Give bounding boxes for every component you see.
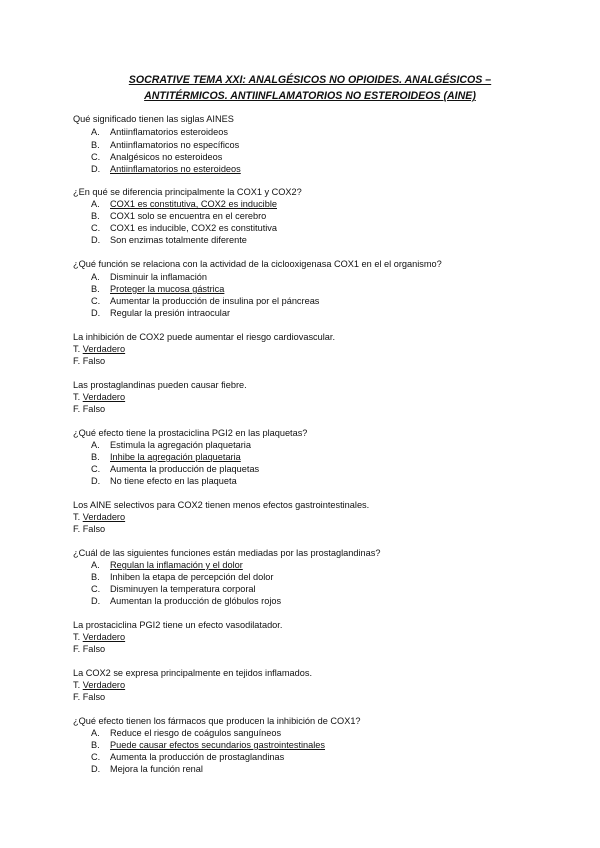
correct-answer: Verdadero [82,392,126,402]
correct-answer: Verdadero [82,680,126,690]
question-2: ¿En qué se diferencia principalmente la COX1 y COX2? [73,187,302,197]
correct-answer: COX1 es constitutiva, COX2 es inducible [110,199,277,209]
q10-true: T. Verdadero [73,680,126,690]
correct-answer: Verdadero [82,632,126,642]
question-1: Qué significado tienen las siglas AINES [73,114,234,124]
correct-answer: Verdadero [82,512,126,522]
correct-answer: Antiinflamatorios no esteroideos [110,164,241,174]
correct-answer: Verdadero [82,344,126,354]
q9-true: T. Verdadero [73,632,126,642]
q7-false: F. Falso [73,524,106,534]
q7-true: T. Verdadero [73,512,126,522]
correct-answer: Proteger la mucosa gástrica [110,284,225,294]
q5-true: T. Verdadero [73,392,126,402]
question-5: Las prostaglandinas pueden causar fiebre. [73,380,247,390]
correct-answer: Regulan la inflamación y el dolor [110,560,243,570]
question-7: Los AINE selectivos para COX2 tienen menos efectos gastrointestinales. [73,500,370,510]
question-11: ¿Qué efecto tienen los fármacos que producen la inhibición de COX1? [73,716,361,726]
correct-answer: Puede causar efectos secundarios gastrointestinales [110,740,326,750]
document-title-line-2: ANTITÉRMICOS. ANTIINFLAMATORIOS NO ESTEROIDEOS (AINE) [144,90,476,102]
document-title-line-1: SOCRATIVE TEMA XXI: ANALGÉSICOS NO OPIOIDES. ANALGÉSICOS – [128,74,492,86]
question-10: La COX2 se expresa principalmente en tejidos inflamados. [73,668,313,678]
q4-false: F. Falso [73,356,106,366]
question-3: ¿Qué función se relaciona con la actividad de la ciclooxigenasa COX1 en el el organismo? [73,259,442,269]
question-4: La inhibición de COX2 puede aumentar el riesgo cardiovascular. [73,332,336,342]
question-6: ¿Qué efecto tiene la prostaciclina PGI2 en las plaquetas? [73,428,308,438]
q9-false: F. Falso [73,644,106,654]
q10-false: F. Falso [73,692,106,702]
question-8: ¿Cuál de las siguientes funciones están mediadas por las prostaglandinas? [73,548,381,558]
correct-answer: Inhibe la agregación plaquetaria [110,452,241,462]
question-9: La prostaciclina PGI2 tiene un efecto vasodilatador. [73,620,283,630]
q5-false: F. Falso [73,404,106,414]
q4-true: T. Verdadero [73,344,126,354]
